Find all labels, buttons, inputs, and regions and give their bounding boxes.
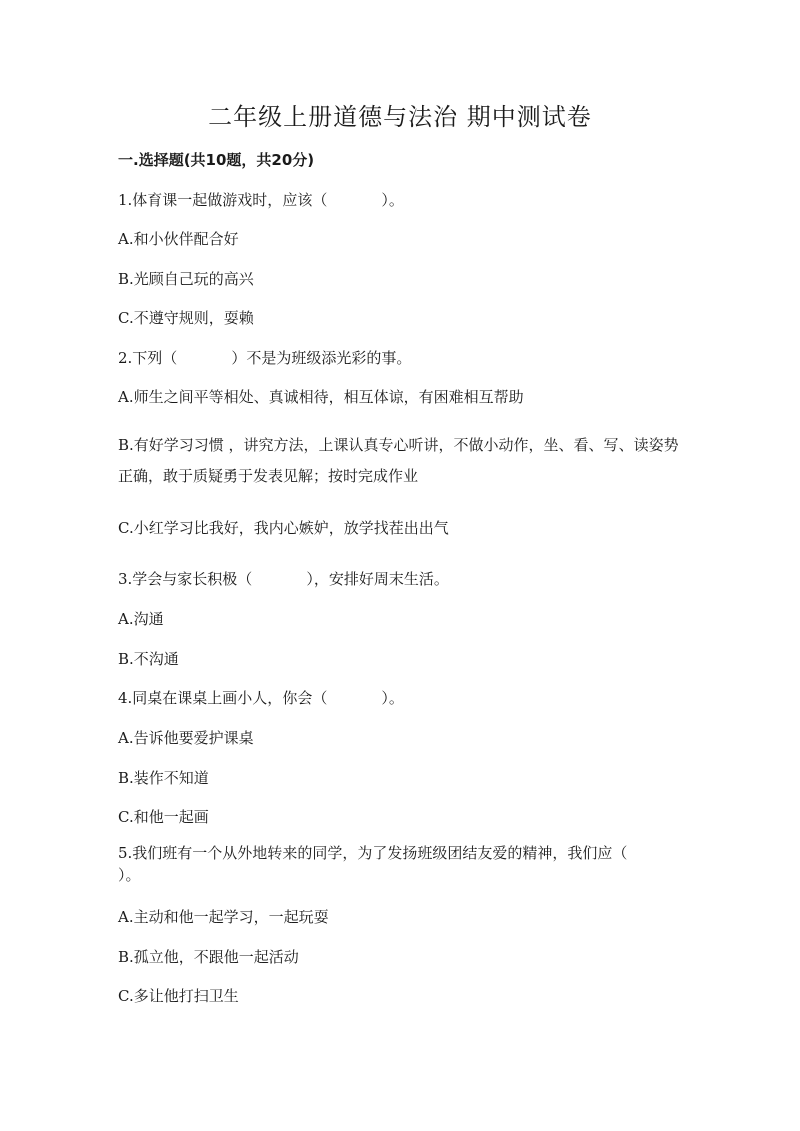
question-stem [118, 189, 404, 210]
section-heading: 一.选择题(共10题，共20分) [118, 151, 315, 169]
question-stem [118, 842, 684, 886]
question-stem-text: ），安排好周末生活。 [306, 570, 449, 588]
question-stem [118, 687, 404, 708]
answer-option: A.和小伙伴配合好 [118, 230, 239, 248]
question-stem-text: 4.同桌在课桌上画小人，你会（ [118, 689, 328, 707]
answer-option: C.多让他打扫卫生 [118, 987, 239, 1005]
question-stem-text: 1.体育课一起做游戏时，应该（ [118, 191, 328, 209]
answer-option: A.师生之间平等相处、真诚相待，相互体谅，有困难相互帮助 [118, 388, 524, 406]
answer-option: A.沟通 [118, 610, 164, 628]
answer-option: B.有好学习习惯 ，讲究方法，上课认真专心听讲，不做小动作，坐、看、写、读姿势正确，敢于质疑勇于发表见解；按时完成作业 [118, 436, 679, 485]
answer-option: C.和他一起画 [118, 808, 209, 826]
question-stem-text: ）。 [381, 689, 404, 707]
question-stem [118, 568, 449, 589]
question-stem-text: 2.下列（ [118, 349, 178, 367]
question-stem-text: ）不是为班级添光彩的事。 [231, 349, 412, 367]
answer-option: C.不遵守规则，耍赖 [118, 309, 254, 327]
answer-option: A.主动和他一起学习，一起玩耍 [118, 908, 329, 926]
answer-option: C.小红学习比我好，我内心嫉妒，放学找茬出出气 [118, 519, 449, 537]
answer-option: B.装作不知道 [118, 769, 209, 787]
answer-option: A.告诉他要爱护课桌 [118, 729, 254, 747]
answer-option: B.孤立他，不跟他一起活动 [118, 948, 299, 966]
question-stem [118, 347, 411, 368]
question-stem-text: ）。 [381, 191, 404, 209]
question-stem-text: 3.学会与家长积极（ [118, 570, 253, 588]
page-title: 二年级上册道德与法治 期中测试卷 [208, 103, 592, 131]
question-stem-text: 5.我们班有一个从外地转来的同学，为了发扬班级团结友爱的精神，我们应（ [118, 844, 628, 862]
answer-option: B.不沟通 [118, 650, 179, 668]
question-stem-text: ）。 [118, 866, 141, 884]
answer-option: B.光顾自己玩的高兴 [118, 270, 254, 288]
